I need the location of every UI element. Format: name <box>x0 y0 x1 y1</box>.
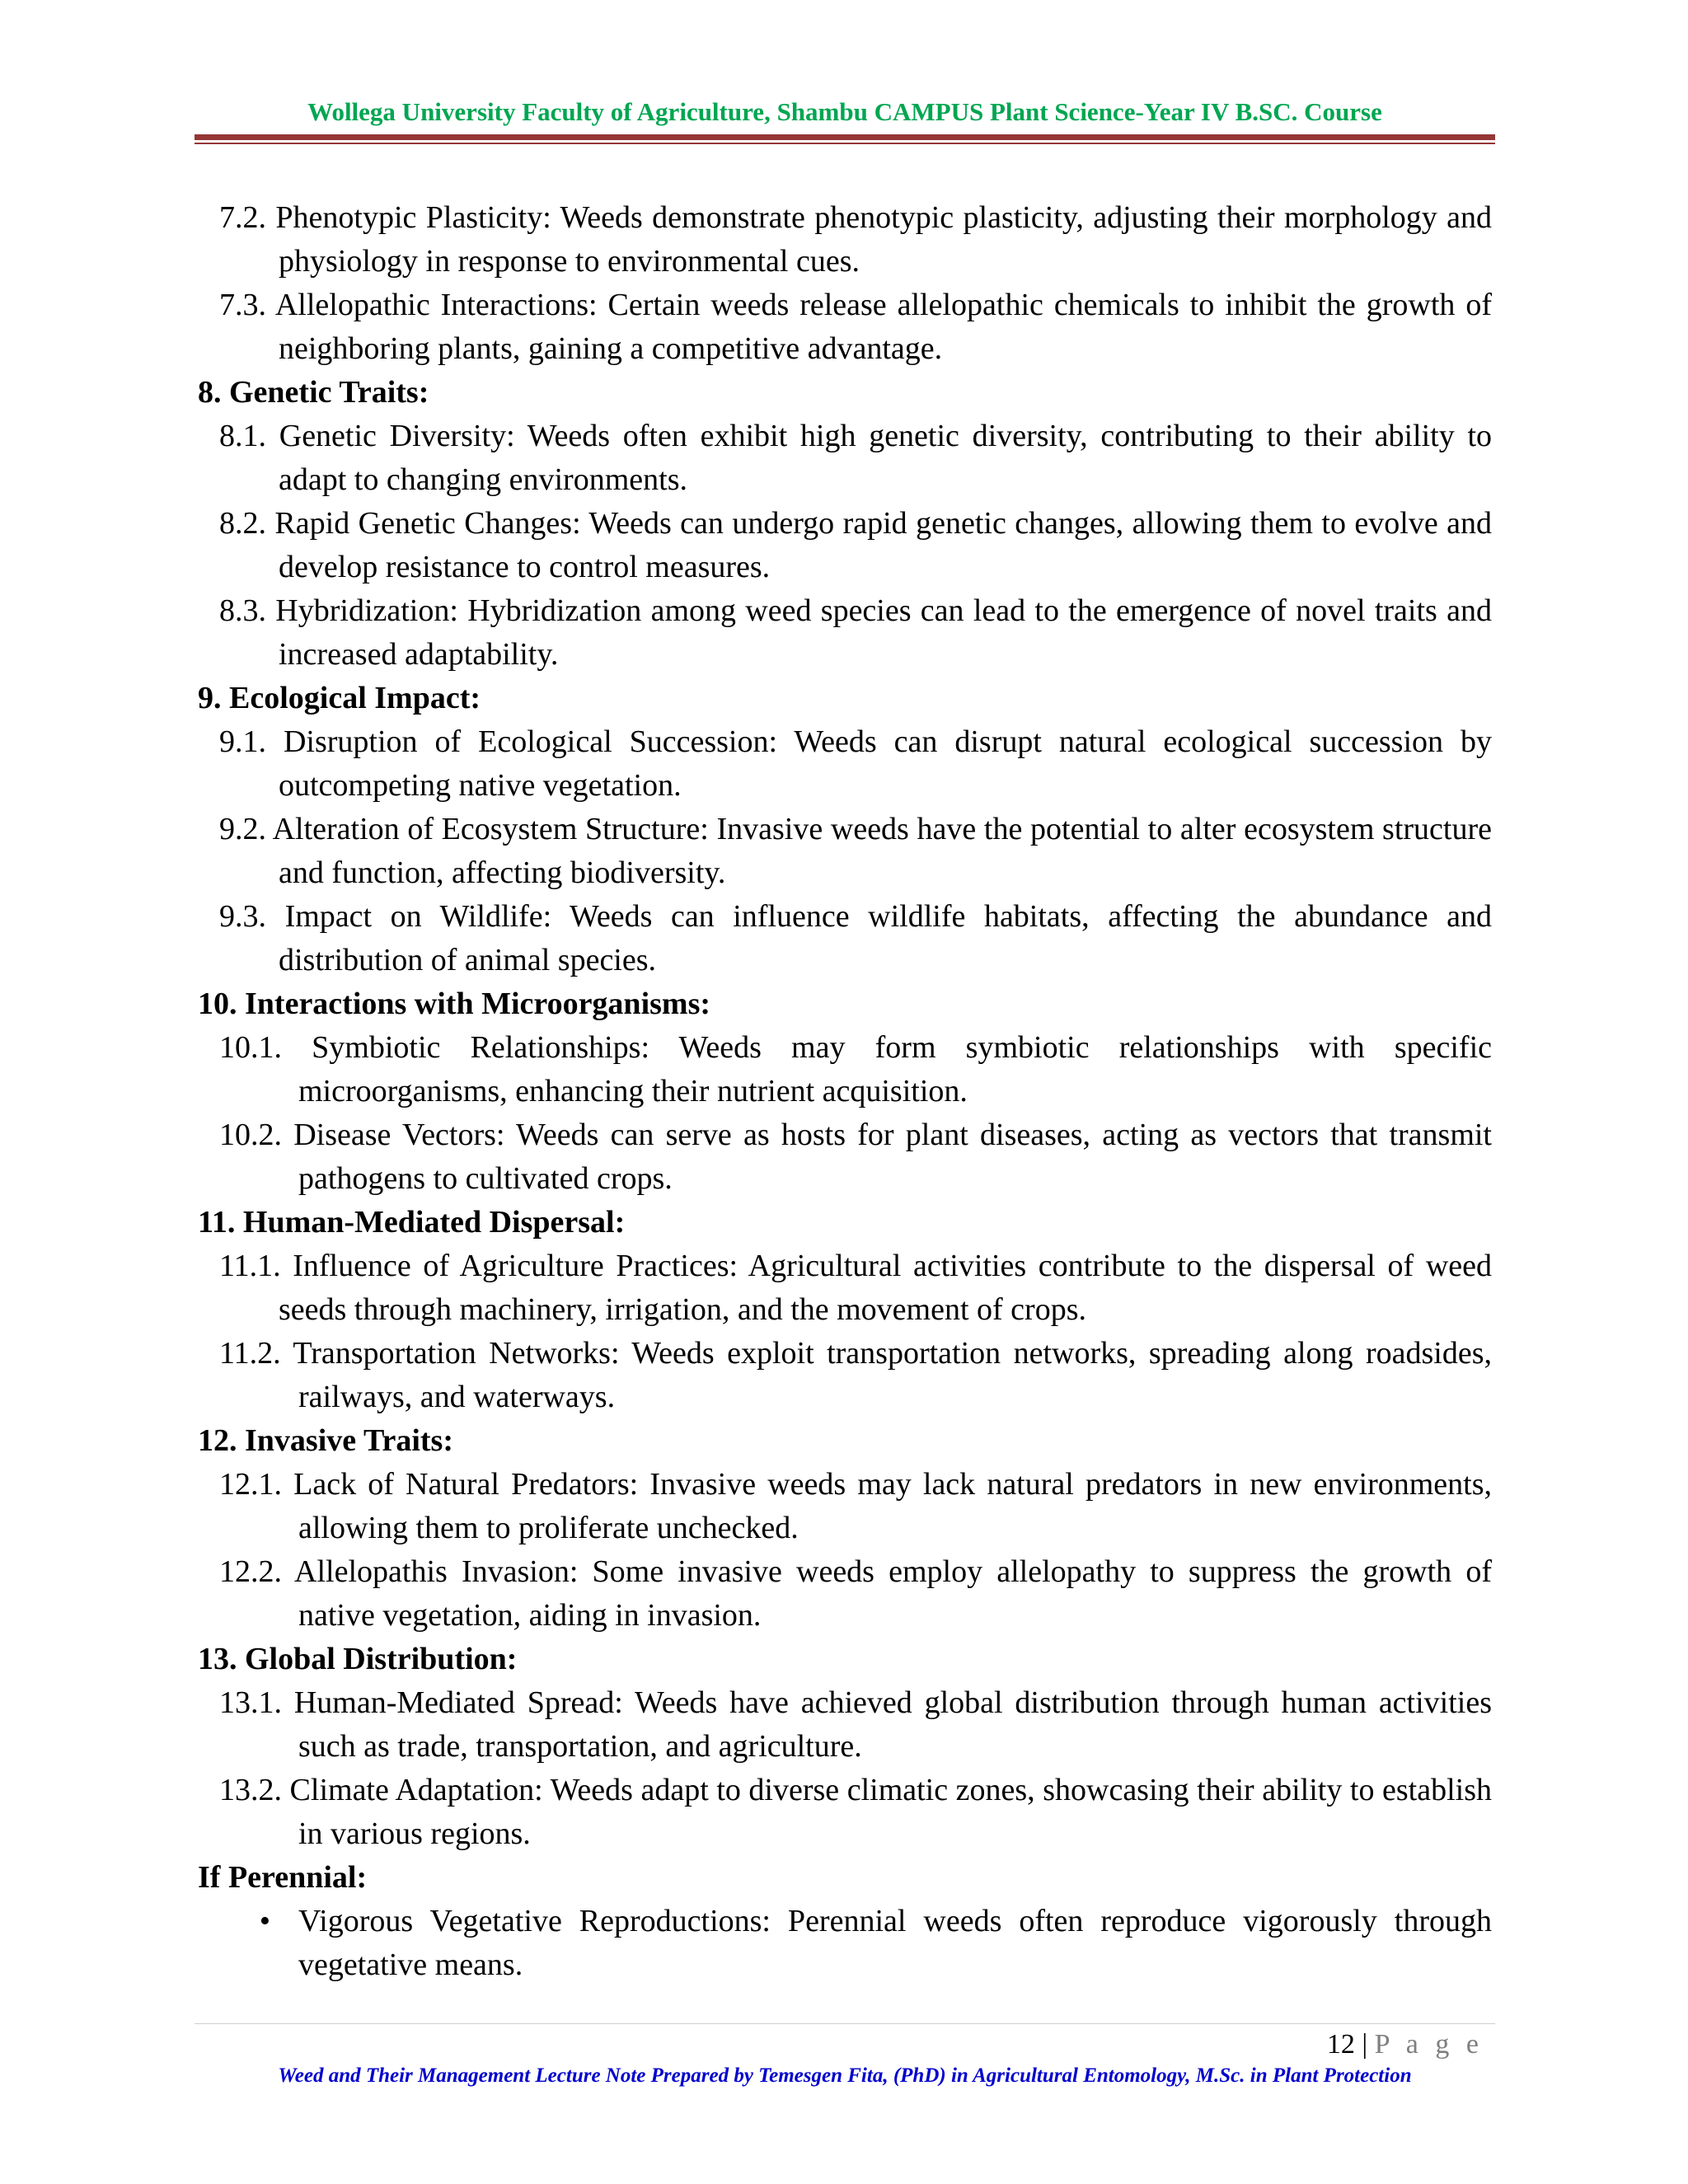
bullet-icon: • <box>259 1904 270 1938</box>
section-heading-10: 10. Interactions with Microorganisms: <box>198 987 711 1021</box>
item-12-2: 12.2. Allelopathis Invasion: Some invasive weeds employ allelopathy to suppress the growth of native vegetation, aiding in invasion. <box>219 1554 1492 1633</box>
item-13-2: 13.2. Climate Adaptation: Weeds adapt to diverse climatic zones, showcasing their ability to establish in various regions. <box>219 1773 1492 1851</box>
item-11-2: 11.2. Transportation Networks: Weeds exploit transportation networks, spreading along roadsides, railways, and waterways. <box>219 1336 1492 1414</box>
bullet-item <box>198 1900 1492 1987</box>
page-label: P a g e <box>1374 2029 1484 2060</box>
header-rule <box>195 134 1495 140</box>
section-heading-13: 13. Global Distribution: <box>198 1642 518 1676</box>
page-number-separator: | <box>1362 2029 1368 2060</box>
bullet-text: Vigorous Vegetative Reproductions: Perennial weeds often reproduce vigorously through vegetative means. <box>298 1904 1492 1982</box>
item-7-3: 7.3. Allelopathic Interactions: Certain weeds release allelopathic chemicals to inhibit the growth of neighboring plants, gaining a competitive advantage. <box>219 288 1492 366</box>
section-heading-9: 9. Ecological Impact: <box>198 681 481 715</box>
item-9-1: 9.1. Disruption of Ecological Succession: Weeds can disrupt natural ecological succession by outcompeting native vegetation. <box>219 724 1492 803</box>
footer-rule <box>195 2023 1495 2024</box>
section-heading-8: 8. Genetic Traits: <box>198 375 429 410</box>
document-body <box>198 196 1492 1987</box>
item-11-1: 11.1. Influence of Agriculture Practices: Agricultural activities contribute to the dispersal of weed seeds through machinery, irrigation, and the movement of crops. <box>219 1249 1492 1327</box>
item-13-1: 13.1. Human-Mediated Spread: Weeds have achieved global distribution through human activities such as trade, transportation, and agriculture. <box>219 1685 1492 1764</box>
header-rule-thin <box>195 143 1495 144</box>
section-heading-12: 12. Invasive Traits: <box>198 1423 453 1458</box>
item-9-2: 9.2. Alteration of Ecosystem Structure: Invasive weeds have the potential to alter ecosystem structure and function, affecting biodiversity. <box>219 812 1492 890</box>
item-7-2: 7.2. Phenotypic Plasticity: Weeds demonstrate phenotypic plasticity, adjusting their morphology and physiology in response to environmental cues. <box>219 200 1492 279</box>
item-10-1: 10.1. Symbiotic Relationships: Weeds may form symbiotic relationships with specific microorganisms, enhancing their nutrient acquisition. <box>219 1030 1492 1108</box>
item-8-2: 8.2. Rapid Genetic Changes: Weeds can undergo rapid genetic changes, allowing them to evolve and develop resistance to control measures. <box>219 506 1492 584</box>
page-header: Wollega University Faculty of Agriculture, Shambu CAMPUS Plant Science-Year IV B.SC. Course <box>307 97 1382 126</box>
item-8-3: 8.3. Hybridization: Hybridization among weed species can lead to the emergence of novel traits and increased adaptability. <box>219 593 1492 672</box>
section-heading-perennial: If Perennial: <box>198 1860 368 1895</box>
item-8-1: 8.1. Genetic Diversity: Weeds often exhibit high genetic diversity, contributing to their ability to adapt to changing environments. <box>219 419 1492 497</box>
item-12-1: 12.1. Lack of Natural Predators: Invasive weeds may lack natural predators in new environments, allowing them to proliferate unchecked. <box>219 1467 1492 1545</box>
page-number-value: 12 <box>1326 2029 1355 2060</box>
page-number <box>1236 2029 1484 2060</box>
item-9-3: 9.3. Impact on Wildlife: Weeds can influence wildlife habitats, affecting the abundance and distribution of animal species. <box>219 899 1492 977</box>
page-footer: Weed and Their Management Lecture Note Prepared by Temesgen Fita, (PhD) in Agricultural Entomology, M.Sc. in Plant Protection <box>278 2064 1412 2087</box>
section-heading-11: 11. Human-Mediated Dispersal: <box>198 1205 626 1240</box>
item-10-2: 10.2. Disease Vectors: Weeds can serve as hosts for plant diseases, acting as vectors that transmit pathogens to cultivated crops. <box>219 1118 1492 1196</box>
